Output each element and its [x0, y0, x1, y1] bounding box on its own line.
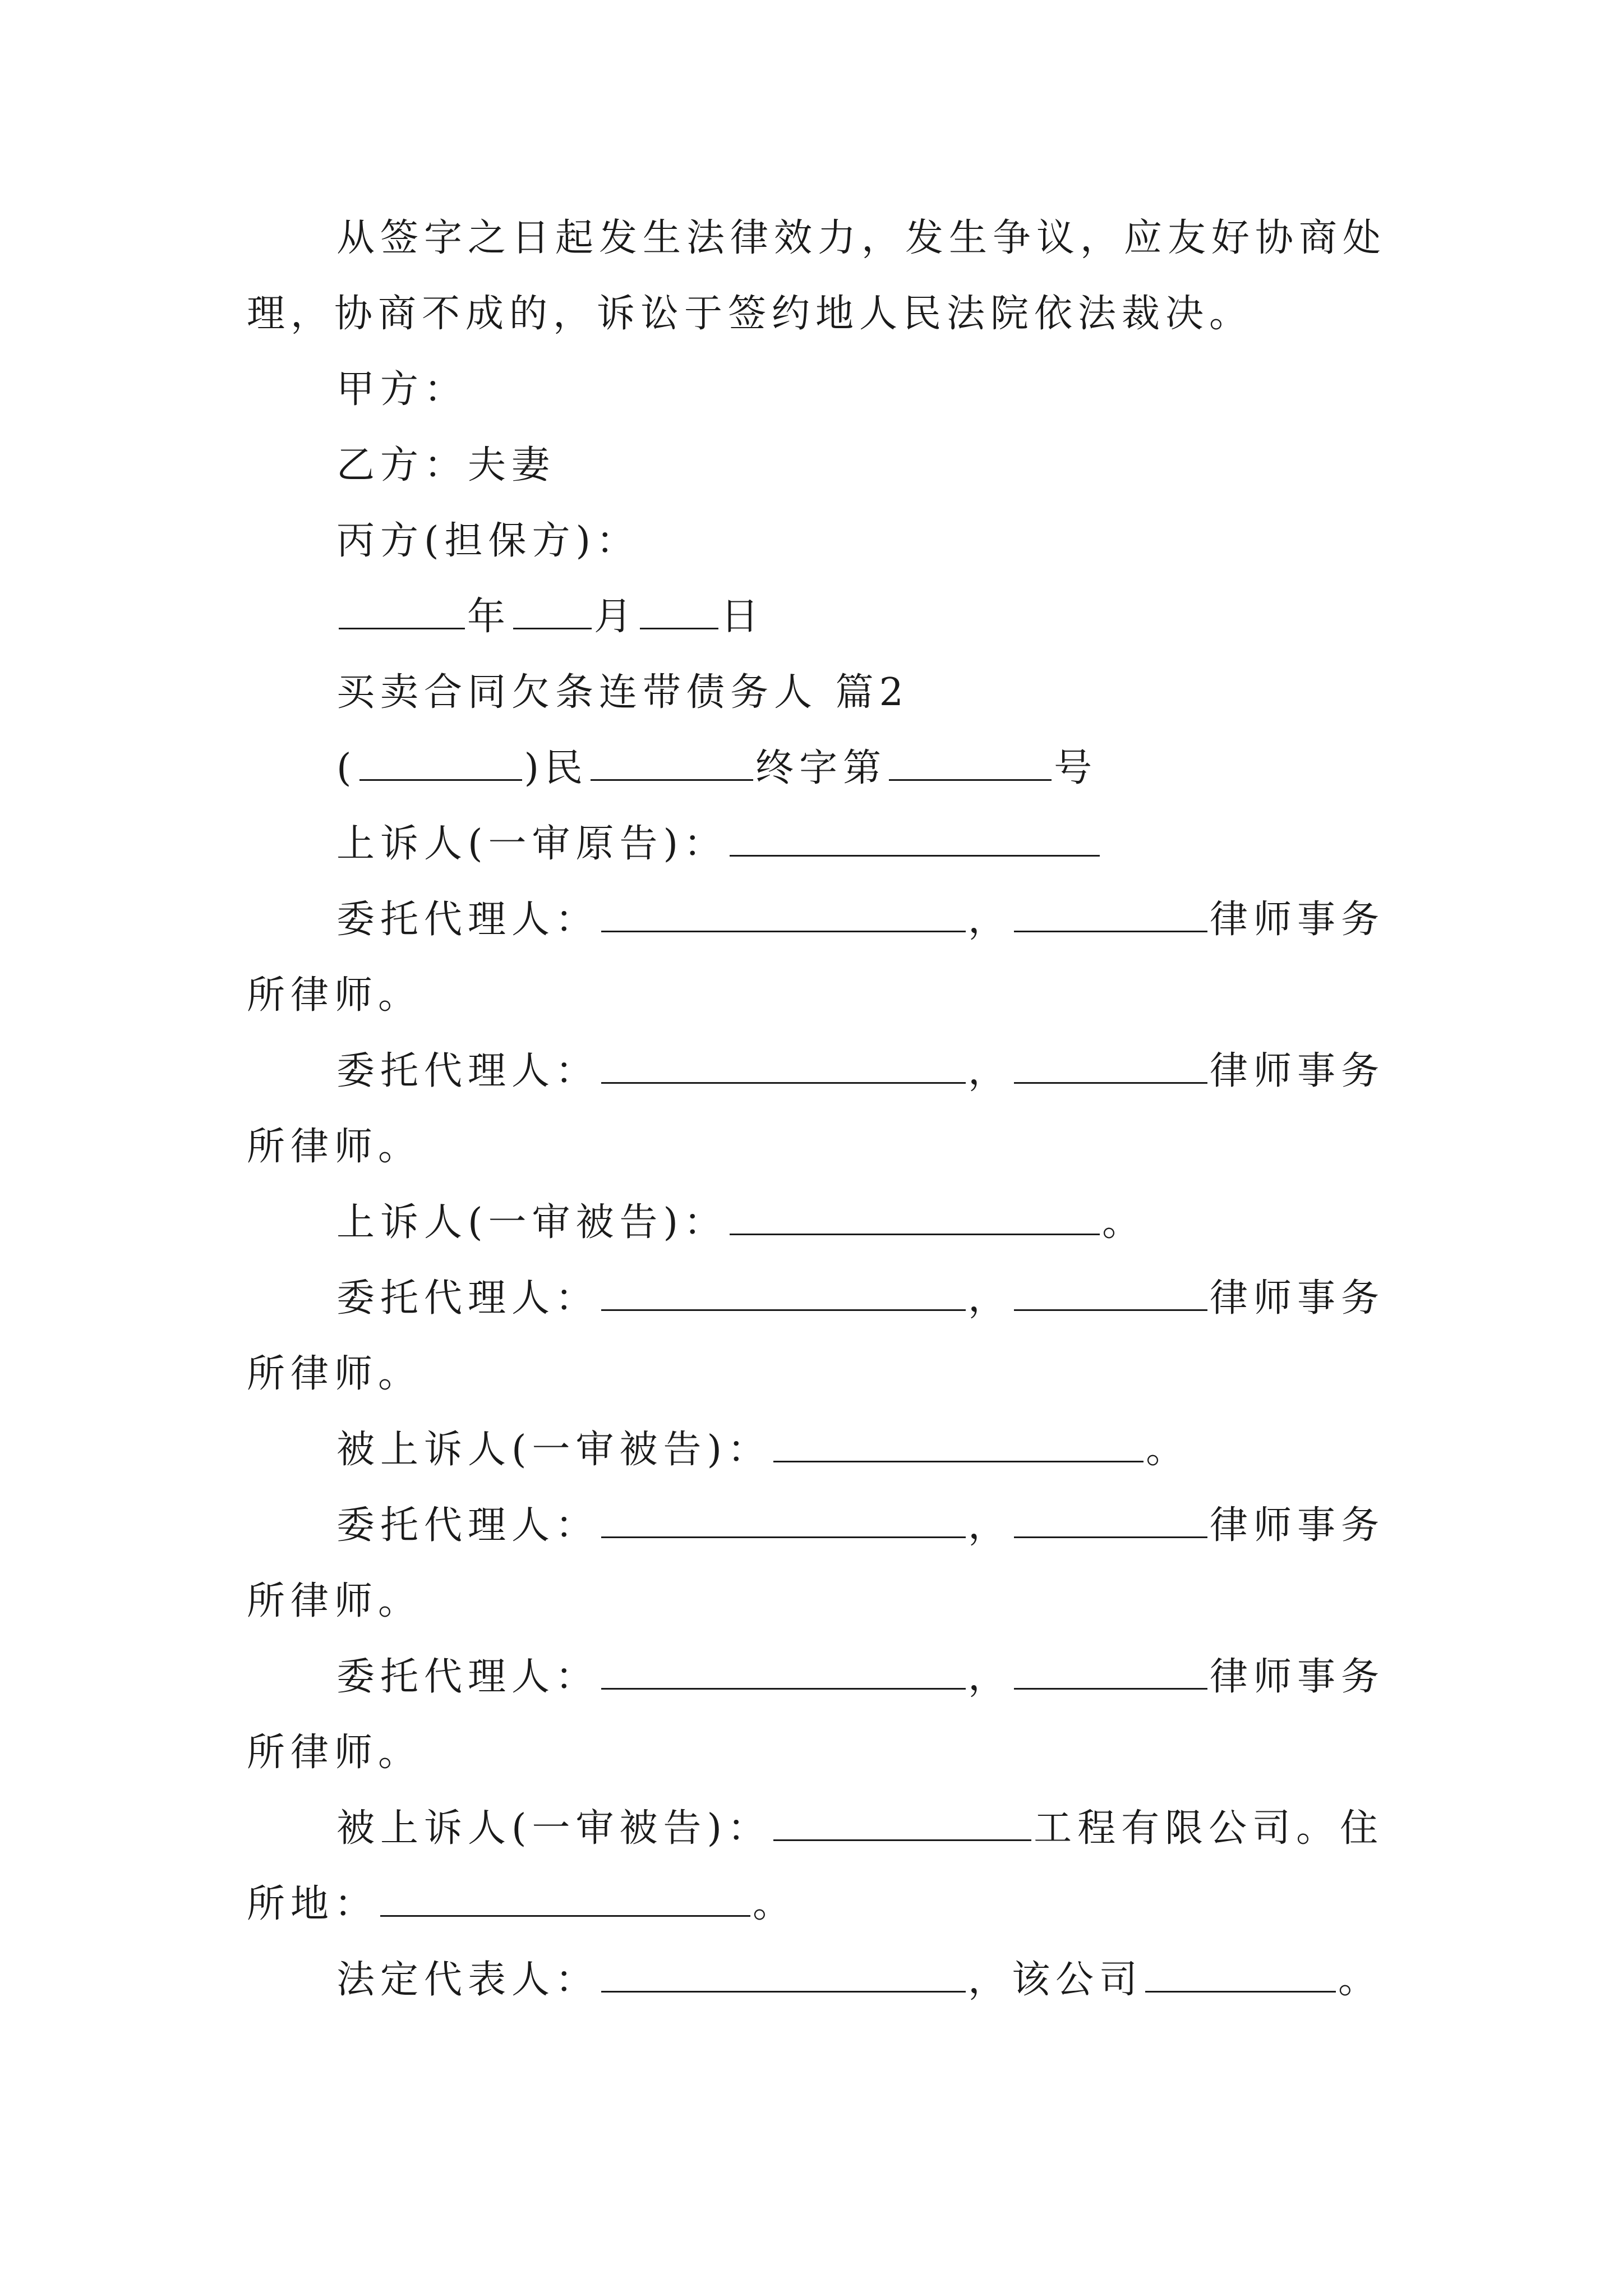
representative-blank: [601, 1956, 966, 1993]
appellee-line: 被上诉人(一审被告)： 。: [336, 1425, 1189, 1475]
agent-line-tail: 所律师。: [247, 1579, 422, 1623]
section-title: 买卖合同欠条连带债务人 篇2: [336, 670, 909, 715]
party-a-label: 甲方：: [336, 367, 468, 412]
agent-line: 委托代理人： ， 律师事务: [336, 1652, 1385, 1703]
paragraph-line: 理，协商不成的，诉讼于签约地人民法院依法裁决。: [247, 292, 1253, 336]
agent-line-tail: 所律师。: [247, 1352, 422, 1396]
firm-blank: [1014, 896, 1207, 932]
agent-line: 委托代理人： ， 律师事务: [336, 895, 1385, 945]
agent-line: 委托代理人： ， 律师事务: [336, 1273, 1385, 1324]
agent-name-blank: [601, 1047, 966, 1084]
agent-line-tail: 所律师。: [247, 973, 422, 1018]
party-c-label: 丙方(担保方)：: [336, 519, 640, 563]
address-blank: [380, 1880, 750, 1917]
agent-name-blank: [601, 1502, 966, 1538]
agent-name-blank: [601, 1653, 966, 1690]
firm-blank: [1014, 1047, 1207, 1084]
appellant-blank: [730, 820, 1100, 857]
agent-line-tail: 所律师。: [247, 1731, 422, 1775]
address-line: 所地： 。: [247, 1879, 796, 1930]
position-blank: [1145, 1956, 1336, 1993]
case-year-blank: [359, 744, 522, 781]
firm-blank: [1014, 1653, 1207, 1690]
party-b-label: 乙方：夫妻: [336, 443, 556, 487]
appellant-defendant-line: 上诉人(一审被告)： 。: [336, 1198, 1146, 1248]
month-blank: [513, 593, 592, 629]
agent-line: 委托代理人： ， 律师事务: [336, 1046, 1385, 1097]
case-number-blank: [889, 744, 1052, 781]
date-line: 年 月 日: [336, 592, 764, 642]
appellee-blank: [773, 1426, 1144, 1462]
company-name-blank: [773, 1805, 1031, 1841]
case-number-line: ( )民 终字第 号: [336, 743, 1098, 794]
agent-line-tail: 所律师。: [247, 1125, 422, 1169]
firm-blank: [1014, 1502, 1207, 1538]
case-court-blank: [591, 744, 753, 781]
agent-line: 委托代理人： ， 律师事务: [336, 1501, 1385, 1551]
day-blank: [640, 593, 718, 629]
agent-name-blank: [601, 1274, 966, 1311]
paragraph-line: 从签字之日起发生法律效力，发生争议，应友好协商处: [336, 216, 1387, 260]
appellee-company-line: 被上诉人(一审被告)： 工程有限公司。住: [336, 1803, 1384, 1854]
firm-blank: [1014, 1274, 1207, 1311]
appellant-plaintiff-line: 上诉人(一审原告)：: [336, 819, 1102, 869]
year-blank: [339, 593, 465, 629]
agent-name-blank: [601, 896, 966, 932]
appellant-blank: [730, 1199, 1100, 1235]
legal-representative-line: 法定代表人： ，该公司 。: [336, 1955, 1382, 2005]
